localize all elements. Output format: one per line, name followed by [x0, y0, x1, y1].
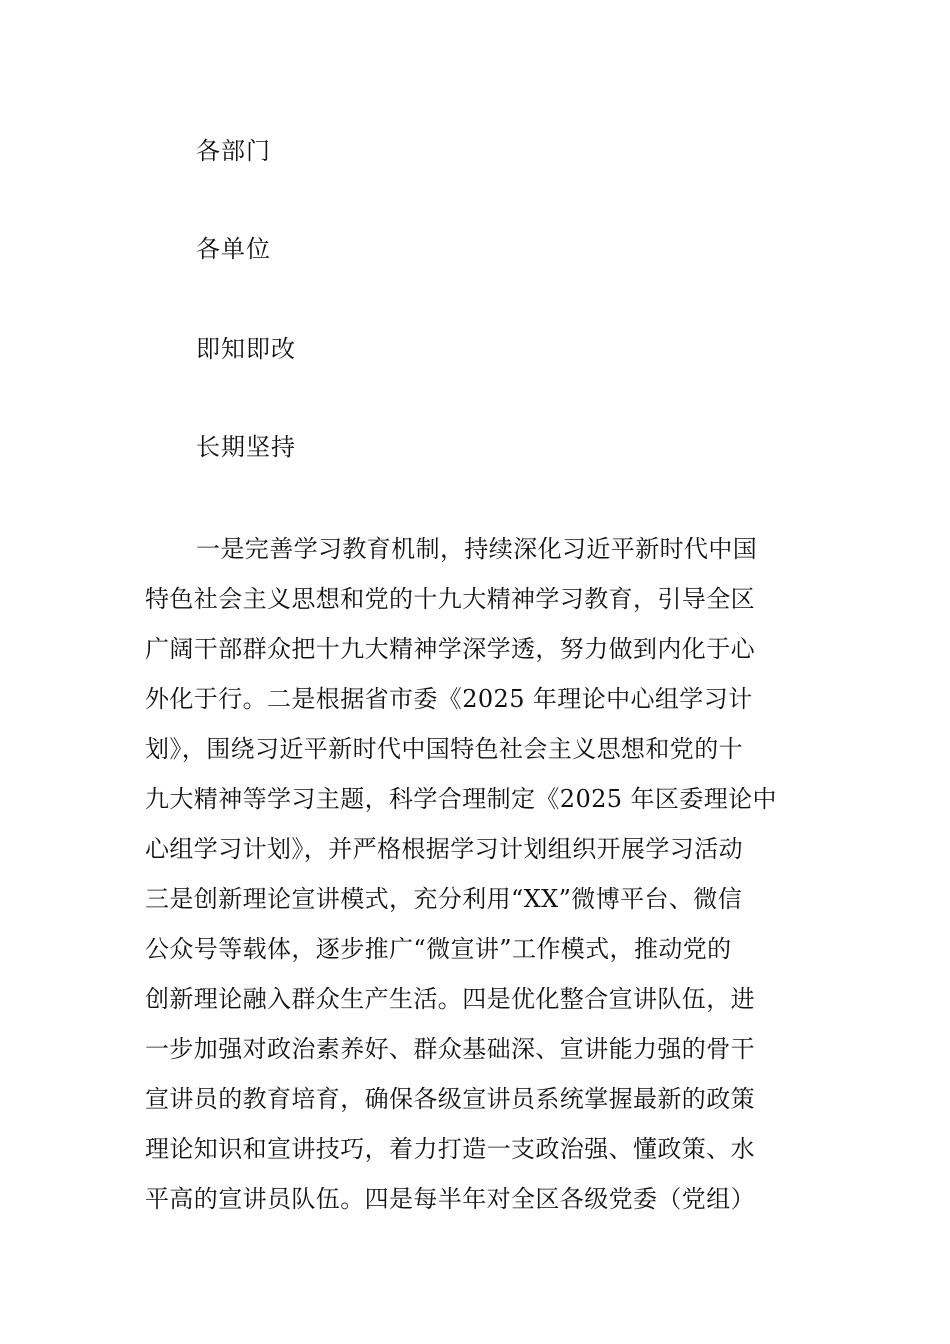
paragraph-line: 平高的宣讲员队伍。四是每半年对全区各级党委（党组） [145, 1185, 755, 1213]
paragraph-line: 宣讲员的教育培育，确保各级宣讲员系统掌握最新的政策 [145, 1085, 755, 1113]
paragraph-line: 创新理论融入群众生产生活。四是优化整合宣讲队伍，进 [145, 985, 755, 1013]
heading-units: 各单位 [196, 235, 271, 263]
paragraph-line: 理论知识和宣讲技巧，着力打造一支政治强、懂政策、水 [145, 1135, 755, 1163]
heading-departments: 各部门 [196, 137, 271, 165]
paragraph-line: 三是创新理论宣讲模式，充分利用“XX”微博平台、微信 [145, 885, 743, 913]
paragraph-line: 外化于行。二是根据省市委《2025 年理论中心组学习计 [145, 685, 753, 713]
paragraph-line: 一步加强对政治素养好、群众基础深、宣讲能力强的骨干 [145, 1035, 755, 1063]
paragraph-line: 划》，围绕习近平新时代中国特色社会主义思想和党的十 [145, 735, 743, 763]
paragraph-line: 特色社会主义思想和党的十九大精神学习教育，引导全区 [145, 585, 755, 613]
paragraph-line: 心组学习计划》，并严格根据学习计划组织开展学习活动 [145, 835, 743, 863]
heading-long-term-persistence: 长期坚持 [196, 433, 296, 461]
paragraph-line: 一是完善学习教育机制，持续深化习近平新时代中国 [196, 535, 758, 563]
paragraph-line: 广阔干部群众把十九大精神学深学透，努力做到内化于心 [145, 635, 755, 663]
heading-immediate-correction: 即知即改 [196, 335, 296, 363]
paragraph-line: 九大精神等学习主题，科学合理制定《2025 年区委理论中 [145, 785, 777, 813]
paragraph-line: 公众号等载体，逐步推广“微宣讲”工作模式，推动党的 [145, 935, 732, 963]
